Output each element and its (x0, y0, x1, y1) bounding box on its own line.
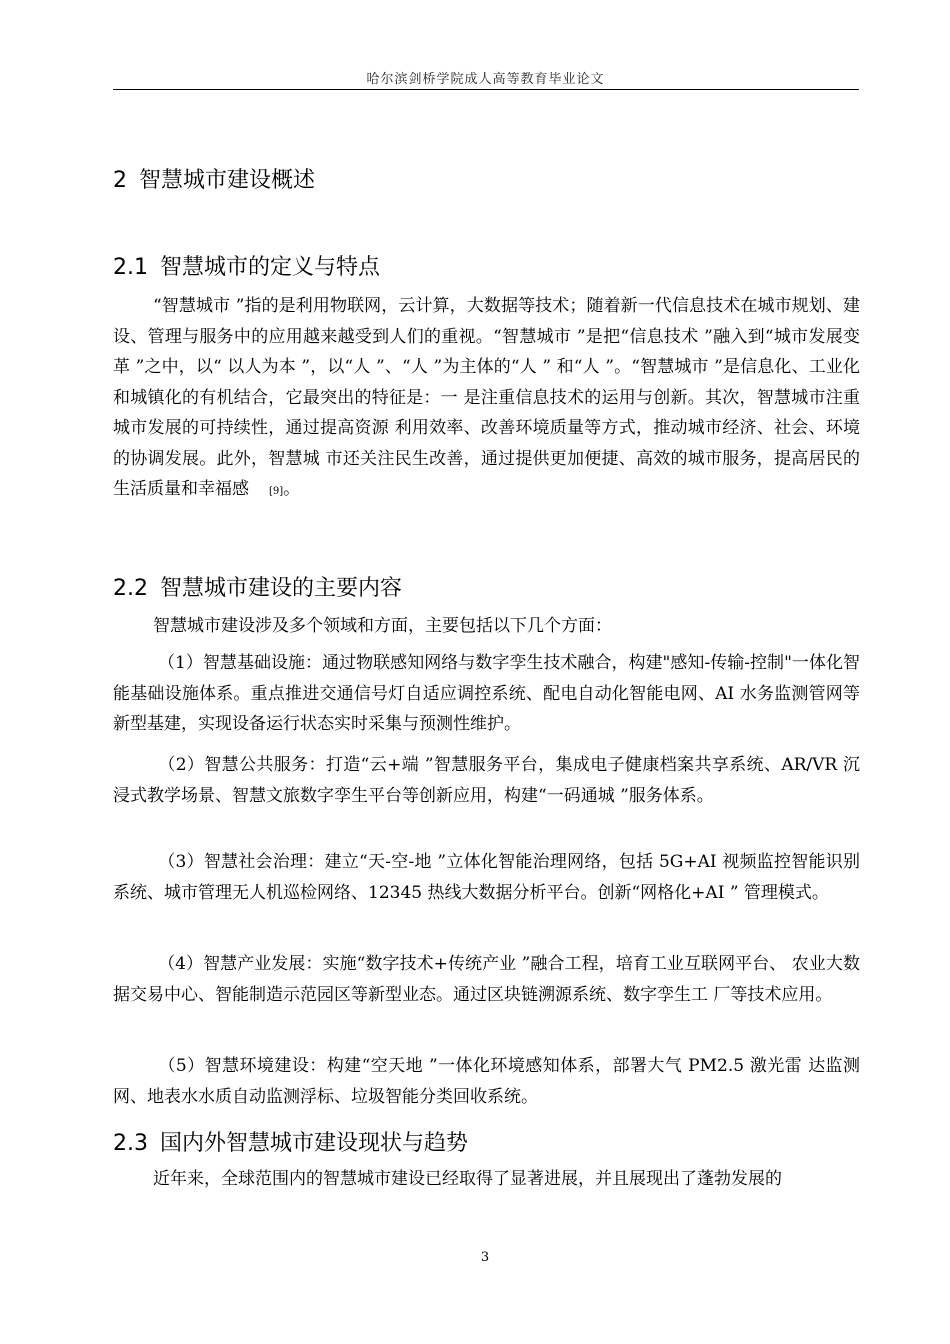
definition-paragraph (113, 291, 860, 508)
citation-mark: [9] (269, 486, 284, 497)
section-heading-2-2 (113, 571, 402, 602)
chapter-heading (113, 163, 315, 194)
list-item (113, 648, 860, 740)
list-item-text: （2）智慧公共服务：打造“云+端 ”智慧服务平台，集成电子健康档案共享系统、AR/VR 沉浸式教学场景、智慧文旅数字孪生平台等创新应用，构建“一码通城 ”服务体系。 (113, 755, 860, 806)
list-item (113, 750, 860, 811)
list-item-text: （1）智慧基础设施：通过物联感知网络与数字孪生技术融合，构建"感知-传输-控制"一体化智能基础设施体系。重点推进交通信号灯自适应调控系统、配电自动化智能电网、AI 水务监测管网等新型基建，实现设备运行状态实时采集与预测性维护。 (113, 653, 860, 734)
paragraph-text: “智慧城市 ”指的是利用物联网，云计算，大数据等技术；随着新一代信息技术在城市规划、建设、管理与服务中的应用越来越受到人们的重视。“智慧城市 ”是把“信息技术 ”融入到“城市发展变革 ”之中，以“ 以人为本 ”，以“人 ”、“人 ”为主体的“人 ” 和“人 ”。“智慧城市 ”是信息化、工业化和城镇化的有机结合，它最突出的特征是：一 是注重信息技术的运用与创新。其次，智慧城市注重城市发展的可持续性，通过提高资源 利用效率、改善环境质量等方式，推动城市经济、社会、环境的协调发展。此外，智慧城 市还关注民生改善，通过提供更加便捷、高效的城市服务，提高居民的生活质量和幸福感 (113, 296, 860, 499)
section-title: 国内外智慧城市建设现状与趋势 (160, 1131, 469, 1156)
content-intro-paragraph (113, 611, 860, 642)
section-title: 智慧城市的定义与特点 (160, 255, 381, 280)
list-item (113, 847, 860, 908)
section-title: 智慧城市建设的主要内容 (160, 576, 403, 601)
paragraph-text: 近年来，全球范围内的智慧城市建设已经取得了显著进展，并且展现出了蓬勃发展的 (153, 1169, 782, 1189)
page-number: 3 (480, 1250, 490, 1265)
list-item (113, 1051, 860, 1112)
section-number: 2.2 (113, 576, 148, 601)
header-divider (113, 89, 859, 90)
section-heading-2-1 (113, 250, 380, 281)
section-heading-2-3 (113, 1126, 468, 1157)
paragraph-ending: 。 (283, 479, 301, 499)
list-item-text: （4）智慧产业发展：实施“数字技术+传统产业 ”融合工程，培育工业互联网平台、 农业大数据交易中心、智能制造示范园区等新型业态。通过区块链溯源系统、数字孪生工 厂等技术应用。 (113, 954, 860, 1005)
list-item (113, 949, 860, 1010)
section-number: 2.1 (113, 255, 148, 280)
list-item-text: （5）智慧环境建设：构建“空天地 ”一体化环境感知体系，部署大气 PM2.5 激光雷 达监测网、地表水水质自动监测浮标、垃圾智能分类回收系统。 (113, 1056, 860, 1107)
paragraph-text: 智慧城市建设涉及多个领域和方面，主要包括以下几个方面： (153, 616, 612, 636)
chapter-title: 智慧城市建设概述 (139, 168, 316, 193)
section-number: 2.3 (113, 1131, 148, 1156)
status-paragraph (113, 1164, 860, 1195)
page-header: 哈尔滨剑桥学院成人高等教育毕业论文 (366, 72, 605, 87)
list-item-text: （3）智慧社会治理：建立“天-空-地 ”立体化智能治理网络，包括 5G+AI 视频监控智能识别系统、城市管理无人机巡检网络、12345 热线大数据分析平台。创新“网格化+AI ” 管理模式。 (113, 852, 860, 903)
chapter-number: 2 (113, 168, 127, 193)
